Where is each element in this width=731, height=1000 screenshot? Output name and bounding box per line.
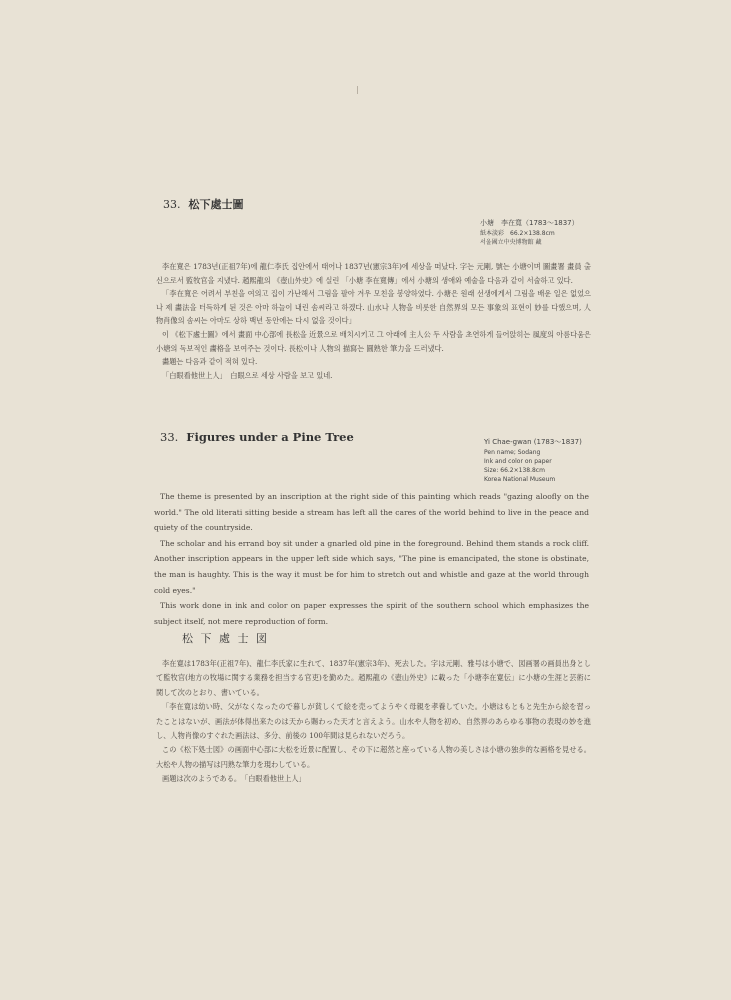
collection: Korea National Museum xyxy=(484,476,556,483)
paragraph: 李在寛は1783年(正祖7年)、龍仁李氏家に生れて、1837年(憲宗3年)、死去した。字は元剛、雅号は小塘で、図画署の画員出身として監牧官(地方の牧場に関する業務を担当する官吏)を勤めた。趙熙龍の《壺山外史》に載った「小塘李在寛伝」に小塘の生涯と芸術に関して次のとおり、書いている。 xyxy=(156,659,591,697)
paragraph: 画題は次のようである。 「白眼看他世上人」 xyxy=(162,774,306,784)
paragraph: 畵題는 다음과 같이 적혀 있다. xyxy=(162,357,258,367)
english-body xyxy=(154,489,589,629)
paragraph: 「李在寛は幼い時、父がなくなったので暮しが貧しくて絵を売ってようやく母親を孝養していた。小塘はもともと先生から絵を習ったことはないが、画法が体得出来たのは天から賜わった天才と言えよう。山水や人物を初め、自然界のあらゆる事物の表現の妙を進し、人物肖像のすぐれた画法は、多分、前後の 100年間は見られないだろう。 xyxy=(156,702,591,741)
scan-mark xyxy=(357,86,358,94)
paragraph: 「白眼看他世上人」 白眼으로 세상 사람을 보고 있네. xyxy=(162,370,333,380)
paragraph: 李在寬은 1783년(正祖7年)에 龍仁李氏 집안에서 태어나 1837년(憲宗3年)에 세상을 떠났다. 字는 元剛, 號는 小塘이며 圖畫署 畫員 출신으로서 監牧官을 지냈다. 趙熙龍의 《壺山外史》에 실린 「小塘 李在寬傳」에서 小塘의 생애와 예술을 다음과 같이 서술하고 있다. xyxy=(156,262,591,285)
paragraph: この《松下処士図》の画面中心部に大松を近景に配置し、その下に超然と座っている人物の美しさは小塘の独歩的な画格を見せる。大松や人物の描写は円熟な筆力を現わしている。 xyxy=(156,745,591,769)
paragraph: This work done in ink and color on paper expresses the spirit of the southern school which emphasizes the subject itself, not mere reproduction of form. xyxy=(154,601,589,626)
korean-meta xyxy=(480,218,579,247)
medium: Ink and color on paper xyxy=(484,458,552,465)
artist: Yi Chae-gwan (1783～1837) xyxy=(484,438,582,446)
japanese-title: 松 下 處 士 図 xyxy=(182,632,269,645)
paragraph: The theme is presented by an inscription at the right side of this painting which reads "gazing aloofly on the world." The old literati sitting beside a stream has left all the cares of the world behind to live in the peace and quiety of the countryside. xyxy=(154,492,589,533)
medium: 紙本淡彩 66.2×138.8cm xyxy=(480,230,555,237)
japanese-body xyxy=(156,657,591,787)
title-text: Figures under a Pine Tree xyxy=(186,430,354,444)
paragraph: The scholar and his errand boy sit under a gnarled old pine in the foreground. Behind them stands a rock cliff. Another inscription appears in the upper left side which says, "The pine is emancipated, the stone is obstinate, the man is haughty. This is the way it must be for him to stretch out and whistle and gaze at the world through cold eyes." xyxy=(154,538,589,595)
entry-number: 33. xyxy=(160,430,179,444)
english-title xyxy=(160,430,354,444)
korean-title xyxy=(163,196,244,212)
artist: 小塘 李在寬（1783～1837） xyxy=(480,219,579,227)
korean-body xyxy=(156,260,591,382)
paragraph: 「李在寬은 어려서 부친을 여의고 집이 가난해서 그림을 팔아 겨우 모친을 봉양하였다. 小塘은 원래 선생에게서 그림을 배운 일은 없었으나 제 畵法을 터득하게 된 것은 아마 하늘이 내린 솜씨라고 하겠다. 山水나 人物을 비롯한 自然界의 모든 事象의 표현이 妙를 다했으며, 人物肖像의 솜씨는 아마도 상하 백년 동안에는 다시 없을 것이다」 xyxy=(156,289,591,326)
title-text: 松下處士圖 xyxy=(188,198,244,211)
entry-number: 33. xyxy=(163,198,181,211)
pen-name: Pen name; Sodang xyxy=(484,449,541,456)
english-meta xyxy=(484,437,582,484)
size: Size: 66.2×138.8cm xyxy=(484,467,545,474)
collection: 서울國立中央博物館 藏 xyxy=(480,239,542,246)
paragraph: 이 《松下處士圖》에서 畫面 中心部에 長松을 近景으로 배치시키고 그 아래에 主人公 두 사람을 초연하게 들어앉히는 風度의 아름다움은 小塘의 독보적인 畵格을 보여주는 것이다. 長松이나 人物의 描寫는 圓熟한 筆力을 드러냈다. xyxy=(156,329,591,353)
